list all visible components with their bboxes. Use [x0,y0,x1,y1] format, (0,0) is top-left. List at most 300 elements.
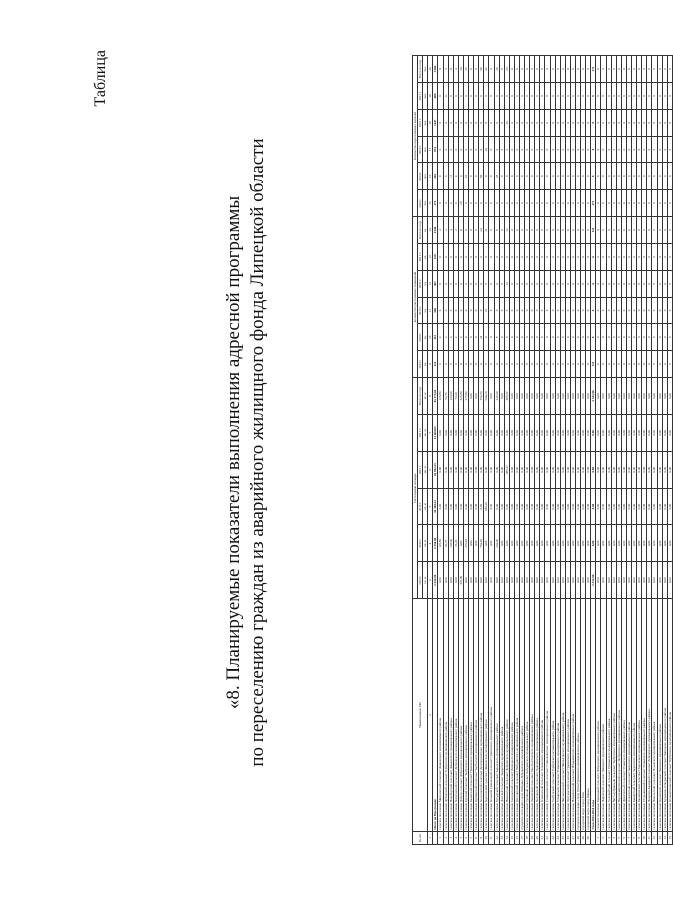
table-cell: 0,00 [606,562,611,599]
table-cell: 0,00 [591,414,596,451]
table-cell: 0 [545,270,550,297]
table-cell: 0 [570,243,575,270]
table-cell: 0 [606,83,611,110]
table-cell: 0,00 [626,377,631,414]
table-cell: 0 [611,56,616,83]
table-cell: 0 [484,270,489,297]
table-cell: 0 [647,136,652,163]
table-cell: 0 [616,324,621,351]
unit-header: чел. [423,109,428,136]
table-cell: 0 [458,163,463,190]
table-cell: 0 [504,351,509,378]
table-cell: 0 [469,270,474,297]
row-number: 2 [601,831,606,844]
table-cell: 0,00 [601,562,606,599]
table-cell: 0 [626,136,631,163]
table-cell: 0,00 [469,488,474,525]
table-cell: 0,00 [514,377,519,414]
table-cell: 0,00 [509,414,514,451]
table-cell: 0 [667,243,672,270]
table-cell: 0 [458,324,463,351]
data-table [412,55,673,845]
table-cell: 0 [499,83,504,110]
table-cell: 754,50 [479,377,484,414]
table-cell: 0 [525,243,530,270]
table-cell: 0 [555,324,560,351]
table-cell: 0,00 [458,525,463,562]
table-cell: 0 [586,217,591,244]
table-cell: 0 [576,56,581,83]
table-cell: 0 [509,83,514,110]
table-cell: 0 [514,217,519,244]
table-cell: 0 [576,324,581,351]
table-cell: 0,00 [509,451,514,488]
table-cell: 0 [581,109,586,136]
table-cell: 0 [621,243,626,270]
col-index: 8 [428,377,433,414]
table-cell: 0,00 [637,488,642,525]
table-cell: 0 [530,324,535,351]
table-cell: 0,00 [453,414,458,451]
table-cell: 0 [479,297,484,324]
table-cell: 0 [657,297,662,324]
table-cell: 0 [545,324,550,351]
table-cell: 0 [458,243,463,270]
table-cell: 0 [667,217,672,244]
table-cell: 0 [499,351,504,378]
table-cell: 0 [657,136,662,163]
table-cell: 0 [626,324,631,351]
table-cell: 0 [586,136,591,163]
table-cell: 0 [469,297,474,324]
table-cell: 0,00 [662,525,667,562]
group-header: Расселяемая площадь [413,377,418,598]
table-cell: 0 [606,243,611,270]
table-cell: 0,00 [519,562,524,599]
table-cell: 0 [611,83,616,110]
table-cell: 0,00 [550,488,555,525]
table-cell: 0 [469,351,474,378]
table-cell: 0 [560,297,565,324]
table-cell: 0 [514,351,519,378]
row-number: 8 [632,831,637,844]
table-cell: 0 [499,270,504,297]
table-cell: 0,00 [642,562,647,599]
table-cell: 0,00 [438,562,443,599]
row-number: 17 [519,831,524,844]
table-cell: 0 [560,351,565,378]
table-cell: 0 [453,109,458,136]
table-cell: 0 [606,190,611,217]
table-cell: 0 [591,136,596,163]
table-cell: 0 [662,243,667,270]
table-cell: 0 [652,56,657,83]
municipality-name: сельское поселение Колосовский сельсовет Долгоруковского муниципального района [479,599,484,831]
table-cell: 24 [479,217,484,244]
table-cell: 3166 [433,56,438,83]
table-cell: 0,00 [606,377,611,414]
table-cell: 0 [632,190,637,217]
table-cell: 0 [586,270,591,297]
table-cell: 0 [632,324,637,351]
table-cell: 0,00 [525,451,530,488]
table-cell: 0 [647,297,652,324]
municipality-name: сельское поселение Казинский сельсовет Грязинского муниципального района [469,599,474,831]
table-cell: 0 [616,217,621,244]
table-cell: 0,00 [616,525,621,562]
table-cell: 0 [474,243,479,270]
table-cell: 0,00 [463,562,468,599]
row-number: 3 [606,831,611,844]
table-cell: 0 [448,83,453,110]
table-cell: 0,00 [632,488,637,525]
table-cell: 0 [463,297,468,324]
table-cell: 0 [662,351,667,378]
table-cell: 0 [632,351,637,378]
table-cell: 0 [632,217,637,244]
table-cell: 0 [540,351,545,378]
table-cell: 0 [581,217,586,244]
table-cell: 0,00 [474,525,479,562]
table-cell: 0,00 [576,488,581,525]
unit-header: ед. [423,324,428,351]
row-number: 9 [479,831,484,844]
unit-header: чел. [423,83,428,110]
table-cell: 0,00 [565,414,570,451]
table-cell: 0,00 [642,451,647,488]
row-number: 9 [637,831,642,844]
table-cell: 0 [611,270,616,297]
table-cell: 0,00 [601,377,606,414]
unit-header: ед. [423,270,428,297]
table-cell: 42 [484,56,489,83]
municipality-name: сельское поселение Хлевенский сельсовет Хлевенского муниципального района [540,599,545,831]
table-cell: 0 [509,270,514,297]
table-cell: 0,00 [667,562,672,599]
table-cell: 0 [469,56,474,83]
table-cell: 325,80 [458,562,463,599]
table-cell: 0 [616,163,621,190]
table-cell: 0 [647,163,652,190]
table-cell: 0,00 [652,562,657,599]
table-cell: 0 [657,217,662,244]
year-header: Всего по году [418,56,423,83]
table-cell: 0 [514,324,519,351]
table-cell: 0 [647,243,652,270]
municipality-name: сельское поселение Донской сельсовет Задонского муниципального района [499,599,504,831]
table-cell: 59 [479,56,484,83]
unit-header: кв. м [423,414,428,451]
table-cell: 0 [626,190,631,217]
table-cell: 0 [484,109,489,136]
table-cell: 0 [621,56,626,83]
unit-header: чел. [423,163,428,190]
table-cell: 271 [433,190,438,217]
table-cell: 0,00 [621,414,626,451]
table-cell: 0 [458,83,463,110]
table-cell: 0 [474,83,479,110]
table-cell: 0,00 [657,525,662,562]
table-cell: 10 348,52 [433,488,438,525]
table-cell: 0 [479,190,484,217]
table-cell: 0 [616,297,621,324]
municipality-name: сельское поселение Становлянский сельсовет Становлянского муниципального района [545,599,550,831]
table-cell: 0 [530,163,535,190]
table-cell: 0 [499,217,504,244]
table-cell: 0 [626,83,631,110]
table-label: Таблица [92,50,109,107]
table-cell: 0 [535,270,540,297]
table-cell: 0 [637,297,642,324]
municipality-name: сельское поселение Бутырский сельсовет Задонского муниципального района [494,599,499,831]
table-cell: 271 [591,56,596,83]
table-cell: 0 [438,243,443,270]
table-cell: 0 [667,56,672,83]
table-cell: 0 [550,109,555,136]
table-cell: 0 [555,163,560,190]
row-number: 10 [642,831,647,844]
table-cell: 0 [632,243,637,270]
table-cell: 0 [540,217,545,244]
table-cell: 0,00 [530,377,535,414]
table-cell: 0,00 [662,451,667,488]
table-cell: 0 [652,270,657,297]
col-index: 14 [428,217,433,244]
municipality-name: сельское поселение Большеполянский сельсовет Тербунского муниципального района [667,599,672,831]
table-cell: 0 [484,243,489,270]
table-cell: 0 [504,243,509,270]
table-cell: 0 [565,243,570,270]
table-cell: 0 [494,351,499,378]
table-cell: 0 [525,190,530,217]
table-cell: 0 [570,109,575,136]
table-cell: 0,00 [565,488,570,525]
table-cell: 0 [545,56,550,83]
table-cell: 2 332,96 [591,562,596,599]
table-cell: 2 [453,217,458,244]
table-cell: 0 [606,324,611,351]
table-cell: 0 [570,163,575,190]
table-cell: 2 356,80 [433,525,438,562]
table-cell: 0,00 [463,451,468,488]
row-number: 14 [504,831,509,844]
table-cell: 0,00 [667,377,672,414]
row-number: 18 [525,831,530,844]
table-cell: 0 [662,297,667,324]
row-number: 7 [469,831,474,844]
row-number: 7 [626,831,631,844]
table-cell: 0,00 [586,377,591,414]
table-cell: 0,00 [611,451,616,488]
table-cell: 0 [591,270,596,297]
table-cell: 0 [657,351,662,378]
table-cell: 0,00 [474,562,479,599]
table-cell: 0,00 [555,488,560,525]
table-cell: 0 [474,324,479,351]
table-cell: 112 [433,324,438,351]
table-cell: 0 [667,163,672,190]
table-cell: 0 [581,163,586,190]
table-cell: 0 [647,190,652,217]
table-cell: 497 [433,270,438,297]
table-cell: 0 [453,351,458,378]
table-cell: 0 [565,324,570,351]
table-cell: 0 [555,351,560,378]
table-cell: 0 [479,83,484,110]
table-cell: 0 [596,270,601,297]
table-cell: 0,00 [626,414,631,451]
table-cell: 0,00 [560,414,565,451]
table-cell: 0,00 [474,488,479,525]
municipality-name: сельское поселение Калабинский сельсовет Задонского муниципального района [637,599,642,831]
municipality-name: сельское поселение Курманский сельсовет Тербунского муниципального района [474,599,479,831]
table-cell: 0,00 [519,414,524,451]
row-number: 13 [657,831,662,844]
table-cell: 0,00 [652,451,657,488]
table-cell: 2 [443,217,448,244]
row-number: 30 [586,831,591,844]
table-cell: 0,00 [591,525,596,562]
col-index: 9 [428,351,433,378]
table-cell: 0 [601,56,606,83]
table-cell: 62,75 [443,377,448,414]
table-cell: 0 [642,243,647,270]
table-cell: 0 [642,351,647,378]
table-cell: 0 [555,109,560,136]
table-cell: 0 [514,163,519,190]
table-cell: 0 [535,297,540,324]
table-cell: 0 [632,163,637,190]
table-cell: 0 [581,190,586,217]
table-cell: 0 [632,56,637,83]
municipality-name: сельское поселение Бреславский сельсовет Лебедянского муниципального района [514,599,519,831]
table-cell: 0 [626,270,631,297]
table-cell: 0 [606,270,611,297]
table-cell: 0,00 [611,377,616,414]
table-cell: 0 [570,297,575,324]
table-cell: 0 [514,56,519,83]
table-cell: 0,00 [453,488,458,525]
table-cell: 0 [581,270,586,297]
table-cell: 0 [453,270,458,297]
col-index: 3 [428,562,433,599]
table-cell: 0 [443,351,448,378]
table-cell: 0,00 [637,451,642,488]
table-cell: 0 [560,56,565,83]
table-cell: 0 [596,217,601,244]
table-cell: 0 [581,351,586,378]
table-cell: 0 [494,297,499,324]
table-cell: 0 [596,243,601,270]
table-cell: 0,00 [519,525,524,562]
year-header: 2014 г. [418,525,423,562]
table-cell: 0,00 [550,525,555,562]
table-cell: 0,00 [484,562,489,599]
table-cell: 0,00 [581,525,586,562]
table-cell: 0,00 [596,488,601,525]
table-cell: 0 [463,270,468,297]
municipality-name: сельское поселение Махоновский сельсовет Данковского муниципального района [438,599,443,831]
col-index: 6 [428,451,433,488]
year-header: 2017 г. [418,83,423,110]
table-cell: 0 [504,190,509,217]
table-cell: 25 [463,163,468,190]
table-cell: 0 [560,324,565,351]
table-cell: 0,00 [463,414,468,451]
table-cell: 0,00 [514,414,519,451]
table-cell: 0 [611,109,616,136]
table-cell: 0 [581,324,586,351]
table-cell: 0,00 [626,525,631,562]
table-cell: 0,00 [621,525,626,562]
table-cell: 0 [632,109,637,136]
table-cell: 0,00 [647,451,652,488]
table-cell: 0,00 [504,414,509,451]
table-cell: 0 [637,136,642,163]
table-cell: 133,60 [448,525,453,562]
municipality-name: сельское поселение Никольский сельсовет Воловского муниципального района [652,599,657,831]
table-cell: 0 [494,243,499,270]
table-cell: 0 [637,190,642,217]
table-cell: 0 [479,351,484,378]
table-cell: 0,00 [479,414,484,451]
municipality-name: сельское поселение Чаплыгинский сельсовет Чаплыгинского муниципального района [560,599,565,831]
table-cell: 0 [596,136,601,163]
table-cell: 0 [443,243,448,270]
table-cell: 0 [443,270,448,297]
table-cell: 73,29 [453,377,458,414]
row-number: 15 [667,831,672,844]
col-index: 4 [428,525,433,562]
table-cell: 0 [570,136,575,163]
table-cell: 0,00 [657,562,662,599]
table-cell: 0 [540,136,545,163]
table-cell: 0 [540,243,545,270]
table-cell: 0 [509,190,514,217]
table-cell: 0 [642,163,647,190]
table-cell: 0,00 [570,525,575,562]
table-cell: 0 [443,109,448,136]
row-number: 14 [662,831,667,844]
table-cell: 0,00 [565,377,570,414]
table-cell: 0 [555,297,560,324]
year-header: 2013 г. [418,351,423,378]
table-cell: 0 [586,297,591,324]
unit-header: кв. м [423,377,428,414]
title-line-1: «8. Планируемые показатели выполнения адресной программы [223,195,244,710]
table-cell: 0 [601,163,606,190]
table-cell: 0 [637,217,642,244]
table-cell: 1147 [433,109,438,136]
table-cell: 0 [504,83,509,110]
table-cell: 0 [581,136,586,163]
table-cell: 0 [616,190,621,217]
table-cell: 0,00 [509,488,514,525]
table-cell: 640,20 [484,377,489,414]
table-cell: 0,00 [448,562,453,599]
table-cell: 0 [545,163,550,190]
table-cell: 0 [616,351,621,378]
table-cell: 0,00 [443,451,448,488]
table-cell: 0 [596,324,601,351]
unit-header: ед. [423,297,428,324]
municipality-name: сельское поселение Волчанский сельсовет Краснинского муниципального района [535,599,540,831]
municipality-name: сельское поселение Усманский сельсовет Усманского муниципального района [555,599,560,831]
table-cell: 125,80 [438,525,443,562]
table-cell: 0 [576,190,581,217]
table-cell: 0 [621,109,626,136]
table-cell: 0 [458,270,463,297]
